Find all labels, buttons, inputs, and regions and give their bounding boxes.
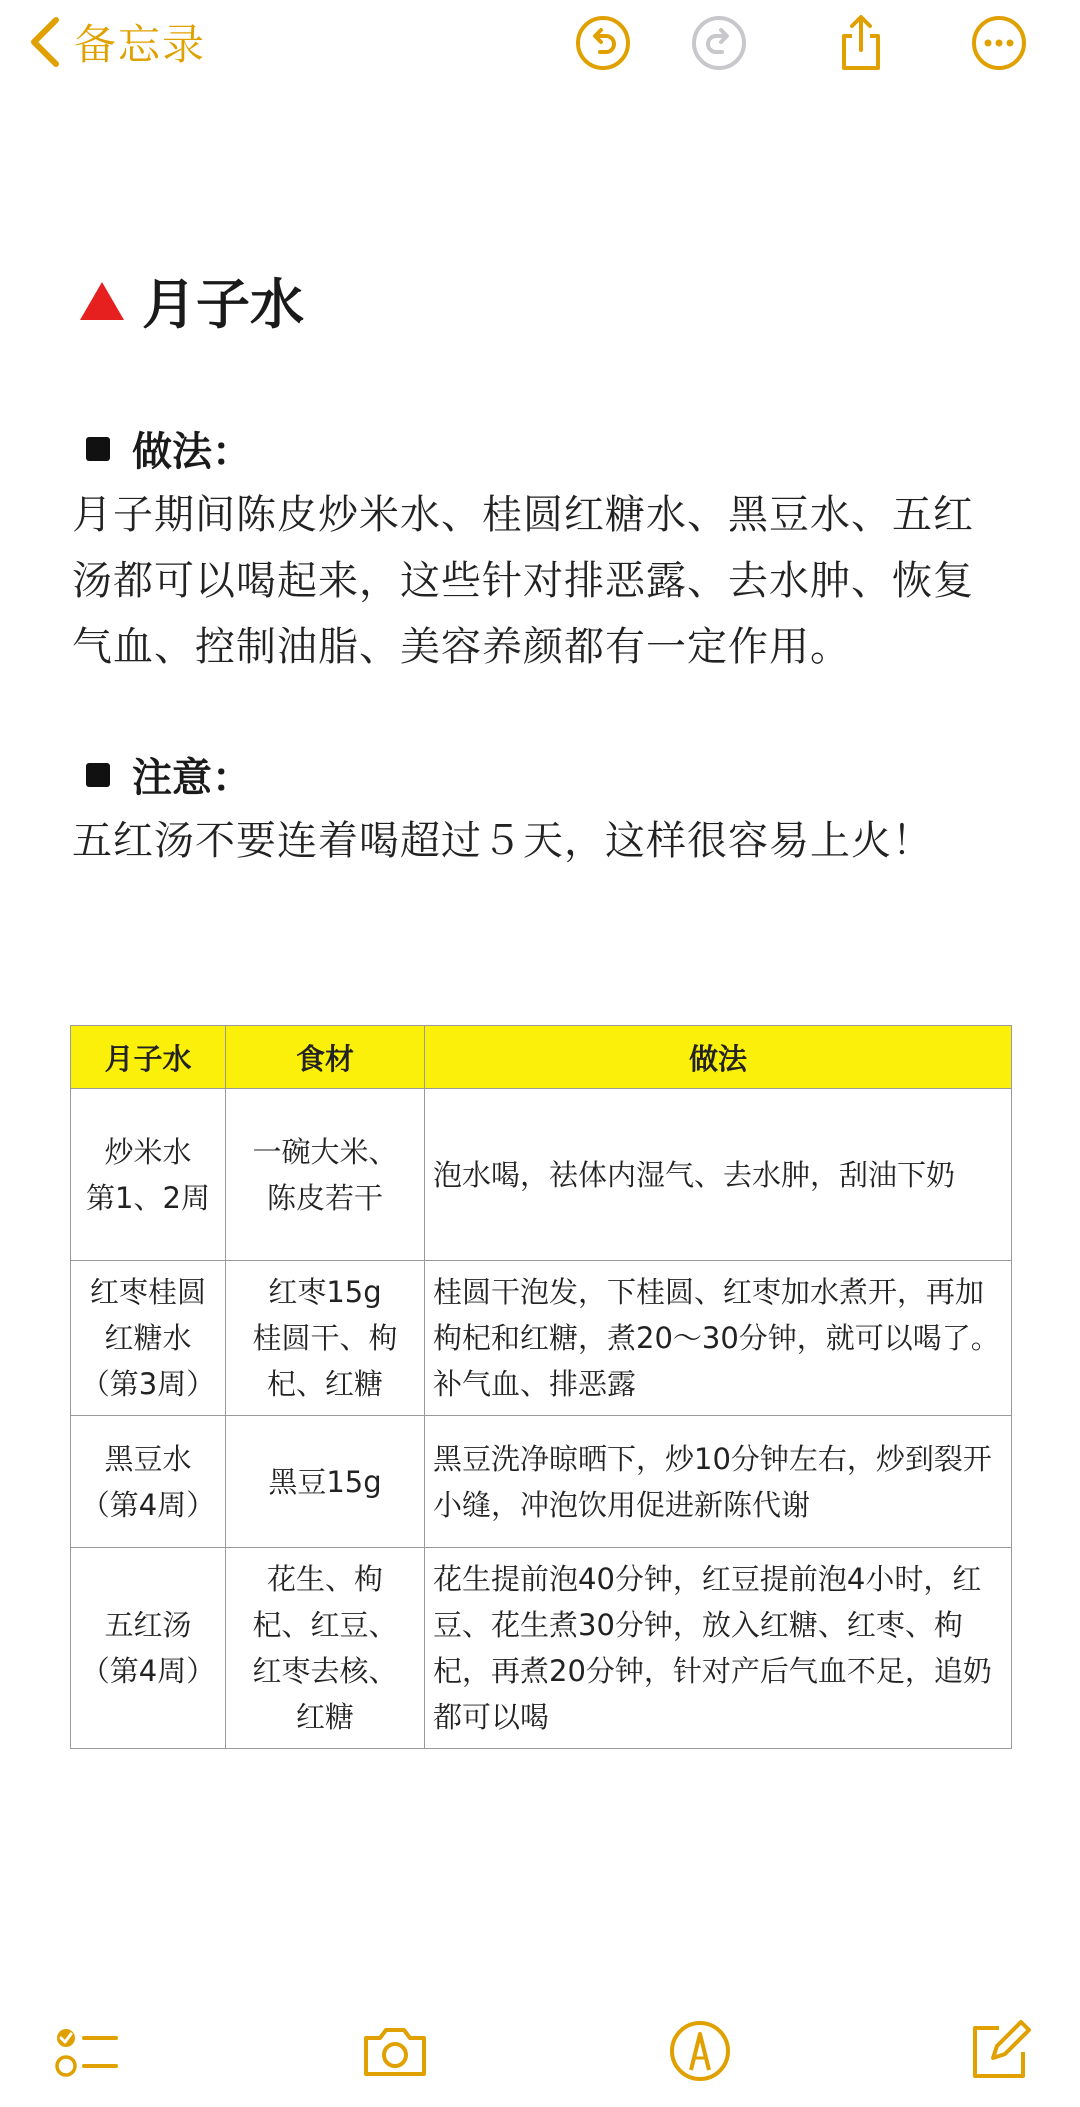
table-cell-line: 第1、2周 xyxy=(86,1180,210,1215)
redo-icon xyxy=(690,14,748,72)
table-cell-line: 红糖 xyxy=(295,1700,354,1734)
table-cell-method: 泡水喝，祛体内湿气、去水肿，刮油下奶 xyxy=(425,1089,1012,1261)
back-label: 备忘录 xyxy=(74,20,207,69)
table-row xyxy=(71,1416,1012,1548)
table-cell-ingredients xyxy=(226,1261,425,1416)
table-cell-line: 陈皮若干 xyxy=(266,1180,383,1215)
table-cell-line: 杞、红糖 xyxy=(266,1367,383,1401)
more-icon xyxy=(970,14,1028,72)
note-title-row xyxy=(80,262,304,339)
table-cell-line: 炒米水 xyxy=(104,1134,192,1169)
table-cell-ingredients xyxy=(226,1089,425,1261)
bottom-toolbar xyxy=(0,2010,1080,2090)
red-triangle-icon xyxy=(80,282,124,320)
compose-icon xyxy=(965,2016,1035,2086)
table-cell-line: 杞、红豆、 xyxy=(252,1608,398,1642)
camera-button[interactable] xyxy=(360,2016,430,2086)
table-cell-method: 桂圆干泡发，下桂圆、红枣加水煮开，再加枸杞和红糖，煮20～30分钟，就可以喝了。补气血、排恶露 xyxy=(425,1261,1012,1416)
table-cell-line: 花生、枸 xyxy=(266,1562,383,1596)
table-row xyxy=(71,1261,1012,1416)
table-cell-name xyxy=(71,1261,226,1416)
method-paragraph: 月子期间陈皮炒米水、桂圆红糖水、黑豆水、五红汤都可以喝起来，这些针对排恶露、去水肿、恢复气血、控制油脂、美容养颜都有一定作用。 xyxy=(72,492,974,670)
method-label: 做法： xyxy=(132,429,252,475)
table-header-cell: 食材 xyxy=(226,1026,425,1089)
black-square-icon xyxy=(86,763,110,787)
table-cell-line: 一碗大米、 xyxy=(252,1134,398,1169)
compose-button[interactable] xyxy=(965,2016,1035,2086)
table-header-row xyxy=(71,1026,1012,1089)
redo-button[interactable] xyxy=(690,14,748,72)
table-cell-line: 红糖水 xyxy=(104,1321,192,1355)
markup-pen-icon xyxy=(665,2016,735,2086)
table-cell-method: 黑豆洗净晾晒下，炒10分钟左右，炒到裂开小缝，冲泡饮用促进新陈代谢 xyxy=(425,1416,1012,1548)
black-square-icon xyxy=(86,437,110,461)
method-heading xyxy=(86,420,252,477)
table-row xyxy=(71,1548,1012,1749)
more-button[interactable] xyxy=(970,14,1028,72)
table-cell-line: 红枣15g xyxy=(268,1275,382,1309)
back-chevron-icon xyxy=(28,16,62,68)
table-cell-line: （第4周） xyxy=(80,1654,216,1688)
table-cell-name xyxy=(71,1089,226,1261)
table-cell-line: 五红汤 xyxy=(104,1608,192,1642)
checklist-button[interactable] xyxy=(52,2016,122,2086)
caution-paragraph: 五红汤不要连着喝超过５天，这样很容易上火！ xyxy=(72,818,933,864)
table-cell-line: （第3周） xyxy=(80,1367,216,1401)
table-header-cell: 做法 xyxy=(425,1026,1012,1089)
table-cell-line: 桂圆干、枸 xyxy=(252,1321,398,1355)
table-cell-line: 红枣去核、 xyxy=(252,1654,398,1688)
markup-button[interactable] xyxy=(665,2016,735,2086)
table-cell-name xyxy=(71,1416,226,1548)
back-button[interactable] xyxy=(28,14,206,70)
table-cell-name xyxy=(71,1548,226,1749)
undo-button[interactable] xyxy=(574,14,632,72)
top-toolbar xyxy=(0,0,1080,90)
caution-label: 注意： xyxy=(132,755,252,801)
table-cell-ingredients xyxy=(226,1548,425,1749)
table-cell-ingredients xyxy=(226,1416,425,1548)
table-header-cell: 月子水 xyxy=(71,1026,226,1089)
share-button[interactable] xyxy=(832,14,890,72)
checklist-icon xyxy=(52,2016,122,2086)
table-cell-line: （第4周） xyxy=(80,1487,216,1522)
table-cell-line: 红枣桂圆 xyxy=(89,1275,206,1309)
table-row xyxy=(71,1089,1012,1261)
note-title: 月子水 xyxy=(142,273,304,336)
share-icon xyxy=(832,14,890,72)
undo-icon xyxy=(574,14,632,72)
table-cell-line: 黑豆15g xyxy=(268,1464,382,1499)
caution-heading xyxy=(86,746,252,803)
table-cell-method: 花生提前泡40分钟，红豆提前泡4小时，红豆、花生煮30分钟，放入红糖、红枣、枸杞，再煮20分钟，针对产后气血不足，追奶都可以喝 xyxy=(425,1548,1012,1749)
camera-icon xyxy=(360,2016,430,2086)
table-cell-line: 黑豆水 xyxy=(104,1441,192,1476)
recipe-table xyxy=(70,1025,1012,1749)
